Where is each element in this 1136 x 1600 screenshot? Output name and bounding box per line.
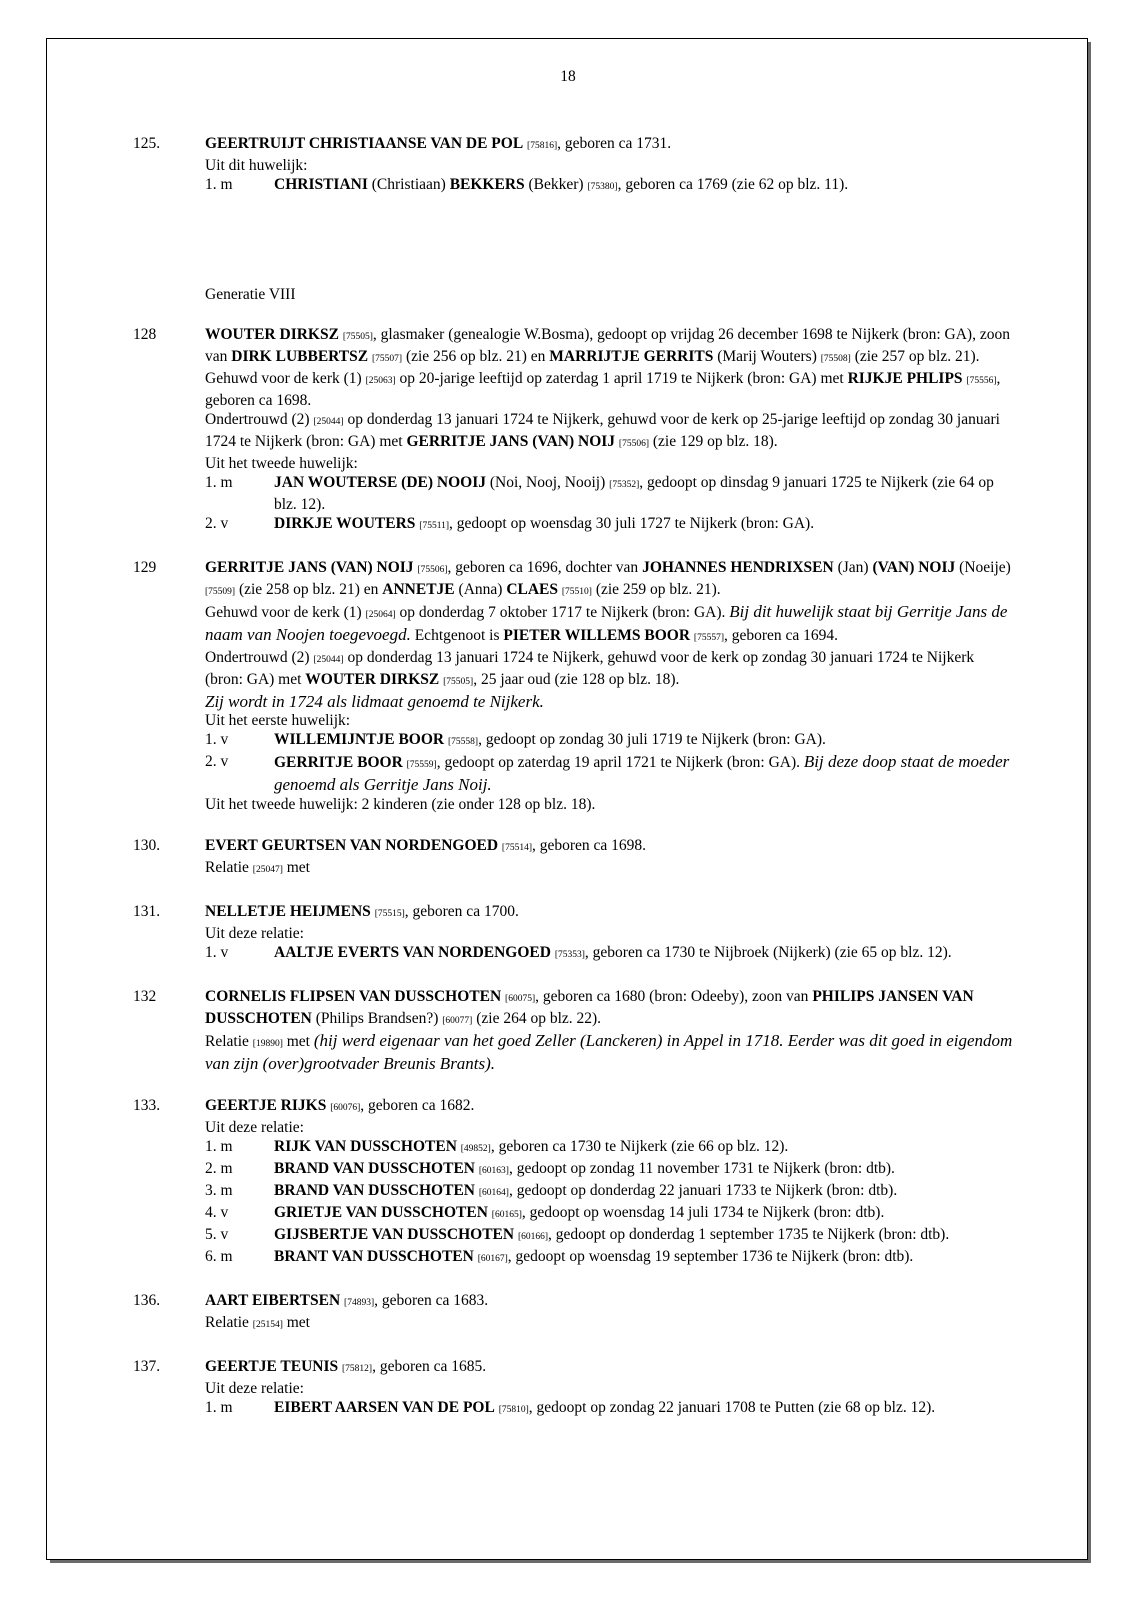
entry-number: 128 <box>133 326 157 343</box>
child-row: 6. m BRANT VAN DUSSCHOTEN [60167], gedoopt op woensdag 19 september 1736 te Nijkerk (bron: dtb). <box>205 1248 914 1265</box>
entry-number: 136. <box>133 1292 161 1309</box>
entry-137: 137. GEERTJE TEUNIS [75812], geboren ca 1685. Uit deze relatie: 1. m EIBERT AARSEN VAN DE POL [75810], gedoopt op zondag 22 januari 1708 te Putten (zie 68 op blz. 12). <box>133 1357 1013 1420</box>
child-row: 1. m JAN WOUTERSE (DE) NOOIJ (Noi, Nooj, Nooij) [75352], gedoopt op dinsdag 9 januari 1725 te Nijkerk (zie 64 op blz. 12). <box>205 474 994 513</box>
entry-number: 132 <box>133 988 157 1005</box>
child-row: 2. v GERRITJE BOOR [75559], gedoopt op zaterdag 19 april 1721 te Nijkerk (bron: GA). Bij deze doop staat de moeder genoemd als Gerritje Jans Noij. <box>205 752 1010 794</box>
relation: Relatie [25154] met <box>205 1314 310 1331</box>
entry-number: 130. <box>133 837 161 854</box>
child-row: 1. m CHRISTIANI (Christiaan) BEKKERS (Bekker) [75380], geboren ca 1769 (zie 62 op blz. 11). <box>205 176 849 193</box>
entry-132: 132 CORNELIS FLIPSEN VAN DUSSCHOTEN [60075], geboren ca 1680 (bron: Odeeby), zoon van PHILIPS JANSEN VAN DUSSCHOTEN (Philips Brandsen?) [60077] (zie 264 op blz. 22). Relatie [19890] met (hij werd eigenaar van het goed Zeller (Lanckeren) in Appel in 1718. Eerder was dit goed in eigendom van zijn (over)grootvader Breunis Brants). <box>133 988 1013 1073</box>
entry-133: 133. GEERTJE RIJKS [60076], geboren ca 1682. Uit deze relatie: 1. m RIJK VAN DUSSCHOTEN [49852], geboren ca 1730 te Nijkerk (zie 66 op blz. 12). 2. m BRAND VAN DUSSCHOTEN [60163], gedoopt op zondag 11 november 1731 te Nijkerk (bron: dtb). 3. m BRAND VAN DUSSCHOTEN [60164], gedoopt op donderdag 22 januari 1733 te Nijkerk (bron: dtb). 4. v GRIETJE VAN DUSSCHOTEN [60165], gedoopt op woensdag 14 juli 1734 te Nijkerk (bron: dtb). 5. v GIJSBERTJE VAN DUSSCHOTEN [60166], gedoopt op donderdag 1 september 1735 te Nijkerk (bron: dtb). 6. m BRANT VAN DUSSCHOTEN [60167], gedoopt op woensdag 19 september 1736 te Nijkerk (bron: dtb). <box>133 1096 1013 1269</box>
child-row: 5. v GIJSBERTJE VAN DUSSCHOTEN [60166], gedoopt op donderdag 1 september 1735 te Nijkerk (bron: dtb). <box>205 1226 950 1243</box>
page-number: 18 <box>560 68 576 85</box>
child-row: 1. m RIJK VAN DUSSCHOTEN [49852], geboren ca 1730 te Nijkerk (zie 66 op blz. 12). <box>205 1138 789 1155</box>
children-intro: Uit deze relatie: <box>205 1380 304 1397</box>
marriage-1: Gehuwd voor de kerk (1) [25063] op 20-jarige leeftijd op zaterdag 1 april 1719 te Nijkerk (bron: GA) met RIJKJE PHLIPS [75556], geboren ca 1698. <box>205 370 1001 409</box>
entry-128: 128 WOUTER DIRKSZ [75505], glasmaker (genealogie W.Bosma), gedoopt op vrijdag 26 december 1698 te Nijkerk (bron: GA), zoon van DIRK LUBBERTSZ [75507] (zie 256 op blz. 21) en MARRIJTJE GERRITS (Marij Wouters) [75508] (zie 257 op blz. 21). Gehuwd voor de kerk (1) [25063] op 20-jarige leeftijd op zaterdag 1 april 1719 te Nijkerk (bron: GA) met RIJKJE PHLIPS [75556], geboren ca 1698. Ondertrouwd (2) [25044] op donderdag 13 januari 1724 te Nijkerk, gehuwd voor de kerk op 25-jarige leeftijd op zondag 30 januari 1724 te Nijkerk (bron: GA) met GERRITJE JANS (VAN) NOIJ [75506] (zie 129 op blz. 18). Uit het tweede huwelijk: 1. m JAN WOUTERSE (DE) NOOIJ (Noi, Nooj, Nooij) [75352], gedoopt op dinsdag 9 januari 1725 te Nijkerk (zie 64 op blz. 12). 2. v DIRKJE WOUTERS [75511], gedoopt op woensdag 30 juli 1727 te Nijkerk (bron: GA). <box>133 325 1013 536</box>
entry-number: 129 <box>133 559 157 576</box>
child-row: 1. v AALTJE EVERTS VAN NORDENGOED [75353], geboren ca 1730 te Nijbroek (Nijkerk) (zie 65 op blz. 12). <box>205 944 952 961</box>
children-intro: Uit het tweede huwelijk: <box>205 455 358 472</box>
note: Zij wordt in 1724 als lidmaat genoemd te Nijkerk. <box>205 692 544 711</box>
entry-number: 125. <box>133 135 161 152</box>
marriage-2: Ondertrouwd (2) [25044] op donderdag 13 januari 1724 te Nijkerk, gehuwd voor de kerk op zondag 30 januari 1724 te Nijkerk (bron: GA) met WOUTER DIRKSZ [75505], 25 jaar oud (zie 128 op blz. 18). <box>205 649 975 688</box>
entry-129: 129 GERRITJE JANS (VAN) NOIJ [75506], geboren ca 1696, dochter van JOHANNES HENDRIXSEN (Jan) (VAN) NOIJ (Noeije) [75509] (zie 258 op blz. 21) en ANNETJE (Anna) CLAES [75510] (zie 259 op blz. 21). Gehuwd voor de kerk (1) [25064] op donderdag 7 oktober 1717 te Nijkerk (bron: GA). Bij dit huwelijk staat bij Gerritje Jans de naam van Noojen toegevoegd. Echtgenoot is PIETER WILLEMS BOOR [75557], geboren ca 1694. Ondertrouwd (2) [25044] op donderdag 13 januari 1724 te Nijkerk, gehuwd voor de kerk op zondag 30 januari 1724 te Nijkerk (bron: GA) met WOUTER DIRKSZ [75505], 25 jaar oud (zie 128 op blz. 18). Zij wordt in 1724 als lidmaat genoemd te Nijkerk. Uit het eerste huwelijk: 1. v WILLEMIJNTJE BOOR [75558], gedoopt op zondag 30 juli 1719 te Nijkerk (bron: GA). 2. v GERRITJE BOOR [75559], gedoopt op zaterdag 19 april 1721 te Nijkerk (bron: GA). Bij deze doop staat de moeder genoemd als Gerritje Jans Noij. Uit het tweede huwelijk: 2 kinderen (zie onder 128 op blz. 18). <box>133 558 1013 814</box>
child-row: 2. v DIRKJE WOUTERS [75511], gedoopt op woensdag 30 juli 1727 te Nijkerk (bron: GA). <box>205 515 815 532</box>
entry-130: 130. EVERT GEURTSEN VAN NORDENGOED [75514], geboren ca 1698. Relatie [25047] met <box>133 836 1013 880</box>
page-shadow-bottom <box>50 1560 1091 1563</box>
entry-125: 125. GEERTRUIJT CHRISTIAANSE VAN DE POL [75816], geboren ca 1731. Uit dit huwelijk: 1. m CHRISTIANI (Christiaan) BEKKERS (Bekker) [75380], geboren ca 1769 (zie 62 op blz. 11). <box>133 134 1013 197</box>
marriage-2: Ondertrouwd (2) [25044] op donderdag 13 januari 1724 te Nijkerk, gehuwd voor de kerk op 25-jarige leeftijd op zondag 30 januari 1724 te Nijkerk (bron: GA) met GERRITJE JANS (VAN) NOIJ [75506] (zie 129 op blz. 18). <box>205 411 1000 450</box>
entry-136: 136. AART EIBERTSEN [74893], geboren ca 1683. Relatie [25154] met <box>133 1291 1013 1335</box>
child-row: 2. m BRAND VAN DUSSCHOTEN [60163], gedoopt op zondag 11 november 1731 te Nijkerk (bron: dtb). <box>205 1160 895 1177</box>
child-row: 3. m BRAND VAN DUSSCHOTEN [60164], gedoopt op donderdag 22 januari 1733 te Nijkerk (bron: dtb). <box>205 1182 898 1199</box>
second-marriage-note: Uit het tweede huwelijk: 2 kinderen (zie onder 128 op blz. 18). <box>205 796 596 813</box>
document-body <box>133 134 1013 1442</box>
relation: Relatie [19890] met (hij werd eigenaar van het goed Zeller (Lanckeren) in Appel in 1718. Eerder was dit goed in eigendom van zijn (over)grootvader Breunis Brants). <box>205 1031 1013 1073</box>
entry-number: 133. <box>133 1097 161 1114</box>
entry-number: 131. <box>133 903 161 920</box>
person-name: GEERTRUIJT CHRISTIAANSE VAN DE POL <box>205 135 524 152</box>
children-intro: Uit deze relatie: <box>205 925 304 942</box>
entry-number: 137. <box>133 1358 161 1375</box>
relation: Relatie [25047] met <box>205 859 310 876</box>
child-row: 1. v WILLEMIJNTJE BOOR [75558], gedoopt op zondag 30 juli 1719 te Nijkerk (bron: GA). <box>205 731 826 748</box>
page-shadow-right <box>1088 42 1091 1562</box>
children-intro: Uit dit huwelijk: <box>205 157 308 174</box>
entry-131: 131. NELLETJE HEIJMENS [75515], geboren ca 1700. Uit deze relatie: 1. v AALTJE EVERTS VAN NORDENGOED [75353], geboren ca 1730 te Nijbroek (Nijkerk) (zie 65 op blz. 12). <box>133 902 1013 965</box>
person-ref: [75816] <box>527 141 558 151</box>
child-row: 1. m EIBERT AARSEN VAN DE POL [75810], gedoopt op zondag 22 januari 1708 te Putten (zie 68 op blz. 12). <box>205 1399 936 1416</box>
child-row: 4. v GRIETJE VAN DUSSCHOTEN [60165], gedoopt op woensdag 14 juli 1734 te Nijkerk (bron: dtb). <box>205 1204 885 1221</box>
children-intro: Uit deze relatie: <box>205 1119 304 1136</box>
children-intro: Uit het eerste huwelijk: <box>205 712 351 729</box>
marriage-1: Gehuwd voor de kerk (1) [25064] op donderdag 7 oktober 1717 te Nijkerk (bron: GA). Bij dit huwelijk staat bij Gerritje Jans de naam van Noojen toegevoegd. Echtgenoot is PIETER WILLEMS BOOR [75557], geboren ca 1694. <box>205 602 1008 644</box>
generation-heading: Generatie VIII <box>205 286 296 303</box>
